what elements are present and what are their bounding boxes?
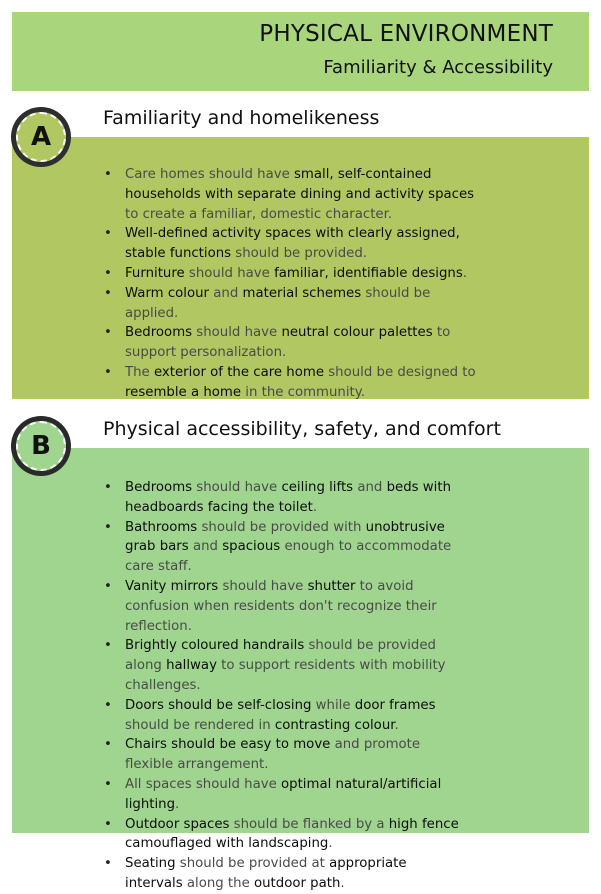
body-text: . — [328, 836, 333, 852]
body-text: should have — [192, 325, 282, 341]
body-text: enough to accommodate care staff. — [125, 539, 452, 575]
body-text: . — [175, 796, 180, 812]
bullet-item — [102, 363, 482, 403]
body-text: should be flanked by a — [229, 816, 389, 832]
emphasized-text: Seating — [125, 856, 176, 872]
section-b-title: Physical accessibility, safety, and comfort — [103, 418, 501, 440]
section-a-badge-letter: A — [30, 122, 52, 152]
emphasized-text: Outdoor spaces — [125, 816, 230, 832]
bullet-item — [102, 264, 482, 284]
emphasized-text: door frames — [354, 697, 436, 713]
body-text: should be provided along — [125, 638, 436, 674]
bullet-item — [102, 284, 482, 324]
bullet-item — [102, 854, 462, 894]
body-text: should be provided. — [231, 246, 368, 262]
body-text: should have — [184, 265, 275, 281]
bullet-item — [102, 636, 462, 695]
emphasized-text: resemble a home — [125, 384, 242, 400]
bullet-item — [102, 775, 462, 815]
body-text: should have — [218, 578, 308, 594]
bullet-item — [102, 165, 482, 224]
body-text: . — [462, 265, 467, 281]
emphasized-text: Bedrooms — [125, 480, 193, 495]
body-text: and — [209, 285, 243, 301]
section-b-badge — [11, 416, 71, 476]
body-text: should have — [192, 480, 282, 495]
section-a-badge — [11, 107, 71, 167]
emphasized-text: Bedrooms — [125, 325, 193, 341]
header-banner — [12, 12, 589, 91]
emphasized-text: exterior of the care home — [153, 364, 324, 380]
emphasized-text: neutral colour palettes — [281, 325, 433, 341]
body-text: should be applied. — [125, 285, 431, 321]
emphasized-text: Brightly coloured handrails — [125, 638, 305, 654]
emphasized-text: Vanity mirrors — [125, 578, 219, 594]
body-text: while — [311, 697, 355, 713]
section-b-bullet-list — [102, 478, 462, 894]
emphasized-text: unobtrusive grab bars — [125, 519, 445, 555]
emphasized-text: small, self-contained households with separate dining and activity spaces — [125, 167, 475, 202]
emphasized-text: hallway — [166, 658, 217, 674]
body-text: to create a familiar, domestic character. — [125, 206, 393, 222]
body-text: and — [188, 539, 223, 555]
emphasized-text: Warm colour — [125, 285, 210, 301]
emphasized-text: spacious — [222, 539, 281, 555]
body-text: Care homes should have — [125, 167, 294, 182]
body-text: should be provided with — [197, 519, 366, 535]
body-text: The — [125, 364, 154, 380]
body-text: should be provided at — [175, 856, 330, 872]
emphasized-text: Chairs should be easy to move — [125, 737, 331, 753]
body-text: should be designed to — [324, 364, 476, 380]
emphasized-text: familiar, identifiable designs — [274, 265, 463, 281]
emphasized-text: material schemes — [242, 285, 362, 301]
body-text: to avoid confusion when residents don't recognize their reflection. — [125, 578, 437, 634]
emphasized-text: Furniture — [125, 265, 185, 281]
body-text: along the — [182, 875, 254, 891]
body-text: to support residents with mobility challenges. — [125, 658, 446, 693]
emphasized-text: beds with headboards facing the toilet — [125, 480, 452, 515]
body-text: to support personalization. — [125, 325, 451, 361]
emphasized-text: Doors should be self-closing — [125, 697, 312, 713]
body-text: and — [353, 480, 387, 495]
body-text: . — [340, 875, 345, 891]
page-title: PHYSICAL ENVIRONMENT — [259, 21, 553, 47]
page-subtitle: Familiarity & Accessibility — [323, 57, 553, 78]
bullet-item — [102, 323, 482, 363]
emphasized-text: appropriate intervals — [125, 856, 407, 891]
emphasized-text: optimal natural/artificial lighting — [125, 776, 442, 812]
section-a-bullet-list — [102, 165, 482, 403]
emphasized-text: shutter — [307, 578, 356, 594]
dashed-ring-icon — [16, 421, 66, 471]
emphasized-text: outdoor path — [253, 875, 341, 891]
section-b-badge-letter: B — [31, 431, 51, 461]
body-text: should be rendered in — [125, 717, 275, 733]
body-text: and promote flexible arrangement. — [125, 737, 421, 773]
bullet-item — [102, 577, 462, 636]
emphasized-text: Well-defined activity spaces with clearly assigned, stable functions — [125, 226, 460, 262]
bullet-item — [102, 478, 462, 518]
body-text: in the community. — [241, 384, 365, 400]
body-text: All spaces should have — [125, 776, 282, 792]
bullet-item — [102, 815, 462, 855]
bullet-item — [102, 696, 462, 736]
bullet-item — [102, 224, 482, 264]
emphasized-text: ceiling lifts — [281, 480, 354, 495]
body-text: . — [312, 499, 318, 515]
dashed-ring-icon — [16, 112, 66, 162]
emphasized-text: contrasting colour — [274, 717, 395, 733]
body-text: . — [394, 717, 399, 733]
emphasized-text: Bathrooms — [125, 519, 198, 535]
emphasized-text: high fence camouflaged with landscaping — [125, 816, 459, 852]
bullet-item — [102, 735, 462, 775]
bullet-item — [102, 518, 462, 577]
section-a-title: Familiarity and homelikeness — [103, 107, 380, 129]
